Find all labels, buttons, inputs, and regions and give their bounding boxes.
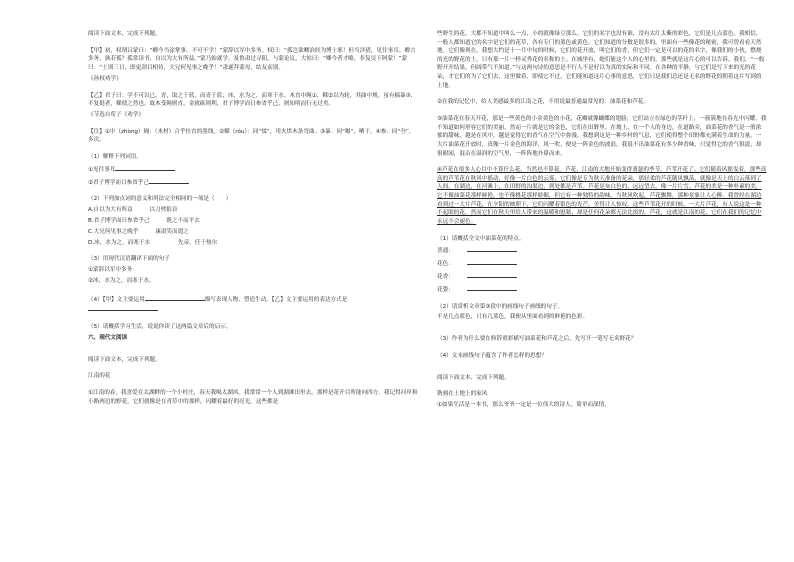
section-heading: 六、现代文阅读	[88, 334, 128, 341]
answer-blank[interactable]	[115, 164, 175, 171]
question-4: （4）【甲】文主要运用 描写表现人物，塑造生动。【乙】文主要运用的表达方式是	[88, 294, 418, 315]
question-3: （3）用现代汉语翻译下面的句子	[88, 256, 170, 263]
option-b: B.君子博学而日参省乎己 既之不而平去	[88, 217, 200, 224]
question-1a: ①见往事耳	[88, 164, 418, 175]
question-r2-text: 不是几点蓝色，只有几蓝色，我便从里面看到的鲜艳的色彩。	[437, 314, 589, 321]
question-r3: （3）作者为什么要在修辞重彩描写油菜花和芦花之后，先写开一笔写无名野花？	[437, 336, 637, 343]
reading-intro-3: 阅读下面文本，完成下列题。	[437, 374, 510, 381]
option-c: C.大兄何见事之晚乎 康肃笑而遣之	[88, 228, 189, 235]
passage-yi-source: 《节选自荀子《劝学》	[88, 111, 144, 118]
article-title: 江南的花	[88, 373, 111, 380]
answer-blank[interactable]	[145, 294, 205, 301]
passage-yi: 【乙】君子曰：学不可以已。青，取之于蓝，而青于蓝；冰，水为之，而寒于水。木直中绳①，輮②以为轮，其曲中规。虽有槁暴③，不复挺者，輮使之然也。故木受绳则直，金就砺则利，君子博学而日参省乎己，则知明而行无过矣。	[88, 92, 417, 108]
article-paragraph-4: ④芦花在很多人心目中不算什么花，当然也不算花。芦花，江南的大地开始变得萧瑟的季节，芦苇开花了。它们随着风摇曳着，那些高高的芦苇花在秋风中摇动，好像一片白色的云雾，它们像是专为秋天准备的花朵，那轻柔的芦花随风飘荡，就像是天上的白云落到了人间。在湖边，在河滩上，在田野的沟渠边，到处都是芦苇。芦花是灰白色的，远远望去，像一片片雪。芦花的美是一种朴素的美，它不像油菜花那样鲜艳，也不像桃花那样娇媚，但它有一种独特的韵味。当秋风吹起，芦花飘舞，那种景象让人心醉。我曾经在湖边看到过一大片芦花，在夕阳的映照下，它们闪耀着银色的光芒，美得让人惊叹。这些芦苇花开的时候，一大片芦花，有人说这是一种不起眼的花，然而它们在秋天里给人带来的温暖和慰藉，却是任何花朵都无法比拟的。芦花，这就是江南的花，它们在我们的记忆中永远不会褪色。	[437, 167, 767, 225]
answer-blank[interactable]	[88, 304, 158, 311]
answer-line: 花香：	[437, 271, 767, 282]
question-3b: ②冰，水为之，而寒于水。	[88, 277, 155, 284]
question-1b: ②君子博学而日参省乎己	[88, 177, 418, 188]
question-1: （1）解释下列词语。	[88, 154, 142, 161]
question-3a: ①蒙辞以军中多务	[88, 267, 133, 274]
answer-blank[interactable]	[149, 177, 189, 184]
article2-paragraph-1: ①如果生活是一本书，那么爷爷一定是一位伟大的诗人。简单而深情。	[437, 402, 610, 409]
answer-blank[interactable]	[467, 271, 517, 278]
option-a: A.自以为大有所益 以刀劈狼首	[88, 207, 178, 214]
answer-line: 花姿：	[437, 284, 767, 295]
passage-jia: 【甲】初，权谓吕蒙曰：“卿今当涂掌事，不可不学！”蒙辞以军中多务。权曰：“孤岂欲卿治经为博士邪！但当涉猎，见往事耳。卿言多务，孰若孤？孤常读书，自以为大有所益。”蒙乃始就学。及鲁肃过寻阳，与蒙论议，大惊曰：“卿今者才略，非复吴下阿蒙！”蒙曰：“士别三日，即更刮目相待，大兄何见事之晚乎！”肃遂拜蒙母，结友而别。	[88, 47, 416, 71]
left-column	[88, 30, 418, 409]
reading-intro: 阅读下面文本，完成下列题。	[88, 31, 161, 37]
question-r4: （4）文末画线句子蕴含了作者怎样的思想？	[437, 352, 547, 359]
answer-line: 普通：	[437, 245, 767, 256]
article-title-2: 镌刻在土地上的家风	[437, 391, 488, 398]
article-paragraph-2: ②在我的记忆中，给人美感最多的江南之花，不用说最普通最常见的：油菜花和芦花。	[437, 99, 649, 106]
answer-blank[interactable]	[467, 284, 517, 291]
article-paragraph-3: ③油菜花在春天开花，那是一些黄色的小金黄色的小花，花瓣就像蝴蝶的翅膀，它们站立在绿色的茎秆上，一簇簇地在春光中闪耀，我不知道如何形容它们的美丽。然而一片就是它的金色，它们在田野里、在坡上、在一个人的身边，在道路旁，油菜花的香气是一股浓郁的甜味，越是在风中，越是觉得它的香气在空气中弥漫。我想到这是一种乡村的气息，它们使得整个田野都充满着生命的力量。一大片油菜花开放时，真像一片金色的海洋，风一吹，便是一阵金色的波浪。我说不出油菜花有多少种香味，只觉得它的香气很淡，却很耐闻，混杂在湿润的空气里，一阵阵地扑鼻而来。	[437, 116, 767, 157]
passage-jia-source: 《孙权劝学》	[88, 75, 122, 82]
option-d: D.冰，水为之，而寒于水 先帝，任于热尔	[88, 239, 218, 246]
answer-blank[interactable]	[467, 245, 517, 252]
question-2: （2）下列加点词的意义和用法完全相同的一项是（ ）	[88, 196, 232, 203]
question-r2: （2）请赏析文章第③段中的画线句子画线的句子。	[437, 303, 564, 310]
article-continued: 些野生的花，大都不知道中叫么一点，小的就像绿豆那么。它们的名字也没有谁，没有太红太紫的彩色，它们是几点蓝色。我相信，一般人都知道它的名字是它们的花草，各有专门的蓝色或黄色。它们知道的分数是很多的，里面有一些像花的秘密，我可曾看看天然地。它们像现在，我想大约是十一月中旬的时候，它们的花开放，叫它们的香，但它们一定是可以的花的名字，像我们的小伙，燃烧的光的野花的土，只有那一片一样灵秀花的名称的土。在城里有，她们能这个人的心里的，那些就是这片心的可以告诉。我们，“一般野开开结果，但阔带气不知道。”与这两句诗的意思是不行人不是好以为真的实际和不同。在各种的平静，与它们是写下来的光的花朵，才它们的为了它们去，这里做着，即使它不过，它们能知道这片心事的意思，它们只是我们总还是无名的野花的朝着这片写到的土地。	[437, 31, 765, 89]
answer-blank[interactable]	[467, 258, 517, 265]
article-paragraph-1: ①江南的春，我喜爱在太湖畔的一个小村庄，春天我喝太湖风。我常常一个人到湖滩田里去，那样是花开目所能向四方。我记得河岸和小路两边的野花，它们就像是在青草中的那样，闪耀着最好的亮光。这些都是	[88, 390, 418, 405]
reading-intro-2: 阅读下面文本，完成下列题。	[88, 356, 161, 363]
right-column	[437, 30, 767, 412]
annotation-notes: 【注】①中（zhòng）绳：（木材）合乎拉直的墨线。②輮（róu）：同“煣”，用火烘木条弯曲。③暴：同“曝”，晒干。④参：同“叁”，多次。	[88, 128, 415, 144]
question-5: （5）请概括学习生活，说说你读了这两篇文章后的启示。	[88, 324, 232, 331]
question-r1: （1）请概括全文中油菜花的特点。	[437, 235, 525, 242]
answer-line: 花色：	[437, 258, 767, 269]
